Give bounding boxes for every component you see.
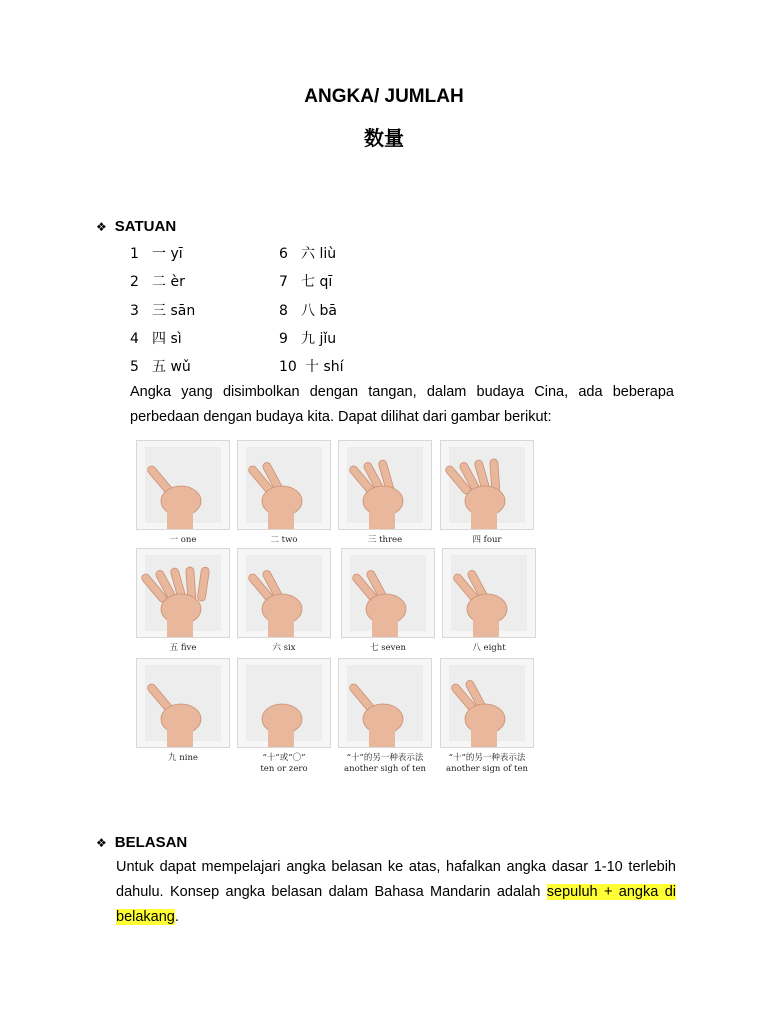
gesture-caption-line: “十”的另一种表示法 <box>448 753 526 763</box>
gesture-caption-line: 七 seven <box>370 643 406 653</box>
gesture-caption-line: 九 nine <box>168 753 198 763</box>
gesture-caption <box>136 535 230 546</box>
page-subtitle: 数量 <box>364 126 404 150</box>
hand-gesture-image <box>237 548 331 638</box>
gesture-caption <box>442 643 536 654</box>
hand-gesture-image <box>338 440 432 530</box>
gesture-cell <box>440 440 534 546</box>
number-row: 2 二 èr <box>130 274 185 290</box>
belasan-paragraph: Untuk dapat mempelajari angka belasan ke atas, hafalkan angka dasar 1-10 terlebih dahulu. Konsep angka belasan dalam Bahasa Mandarin adalah sepuluh + angka di belakang. <box>116 859 676 925</box>
number-row: 1 一 yī <box>130 246 183 262</box>
hand-gesture-image <box>442 548 536 638</box>
diamond-bullet-icon: ❖ <box>96 836 107 850</box>
gesture-caption-line: “十”或“〇” <box>262 753 306 763</box>
hand-gesture-image <box>440 658 534 748</box>
gesture-caption-line: 八 eight <box>472 643 506 653</box>
gesture-caption <box>338 753 432 775</box>
gesture-caption <box>237 535 331 546</box>
number-row: 7 七 qī <box>279 274 333 290</box>
gesture-caption <box>440 535 534 546</box>
section-heading-belasan <box>96 834 187 851</box>
gesture-caption <box>136 753 230 764</box>
gesture-caption <box>237 753 331 775</box>
number-row: 10 十 shí <box>279 359 344 375</box>
number-row: 3 三 sān <box>130 303 196 319</box>
highlighted-text: sepuluh + angka di belakang <box>116 884 676 925</box>
gesture-caption <box>237 643 331 654</box>
gesture-caption <box>136 643 230 654</box>
hand-gesture-image <box>338 658 432 748</box>
section-heading-label: SATUAN <box>114 218 177 235</box>
hand-gesture-image <box>237 440 331 530</box>
gesture-cell <box>440 658 534 775</box>
gesture-caption-line: ten or zero <box>260 764 308 774</box>
gesture-caption <box>338 535 432 546</box>
number-row: 5 五 wǔ <box>130 359 191 375</box>
gesture-cell <box>442 548 536 654</box>
number-row: 4 四 sì <box>130 331 182 347</box>
gesture-caption-line: 二 two <box>270 535 298 545</box>
hand-gesture-image <box>341 548 435 638</box>
gesture-caption-line: 三 three <box>367 535 403 545</box>
satuan-paragraph: Angka yang disimbolkan dengan tangan, dalam budaya Cina, ada beberapa perbedaan dengan budaya kita. Dapat dilihat dari gambar berikut: <box>130 384 674 425</box>
gesture-cell <box>341 548 435 654</box>
hand-gesture-image <box>237 658 331 748</box>
gesture-cell <box>237 548 331 654</box>
gesture-cell <box>237 658 331 775</box>
gesture-cell <box>136 548 230 654</box>
gesture-cell <box>338 658 432 775</box>
gesture-caption-line: another sign of ten <box>446 764 528 774</box>
gesture-caption <box>440 753 534 775</box>
gesture-cell <box>136 658 230 764</box>
number-row: 9 九 jǐu <box>279 331 337 347</box>
hand-gesture-image <box>136 440 230 530</box>
gesture-caption-line: “十”的另一种表示法 <box>346 753 424 763</box>
diamond-bullet-icon: ❖ <box>96 220 107 234</box>
gesture-caption-line: 一 one <box>169 535 197 545</box>
gesture-cell <box>237 440 331 546</box>
number-row: 8 八 bā <box>279 303 337 319</box>
gesture-caption-line: 六 six <box>272 643 296 653</box>
hand-gesture-image <box>136 548 230 638</box>
gesture-cell <box>136 440 230 546</box>
hand-gesture-image <box>440 440 534 530</box>
gesture-caption-line: 五 five <box>169 643 197 653</box>
number-row: 6 六 liù <box>279 246 337 262</box>
gesture-caption-line: 四 four <box>472 535 502 545</box>
gesture-caption <box>341 643 435 654</box>
section-heading-satuan <box>96 218 176 235</box>
section-heading-label: BELASAN <box>114 834 188 851</box>
hand-gesture-image <box>136 658 230 748</box>
gesture-caption-line: another sigh of ten <box>344 764 426 774</box>
page-title: ANGKA/ JUMLAH <box>304 86 464 107</box>
gesture-cell <box>338 440 432 546</box>
